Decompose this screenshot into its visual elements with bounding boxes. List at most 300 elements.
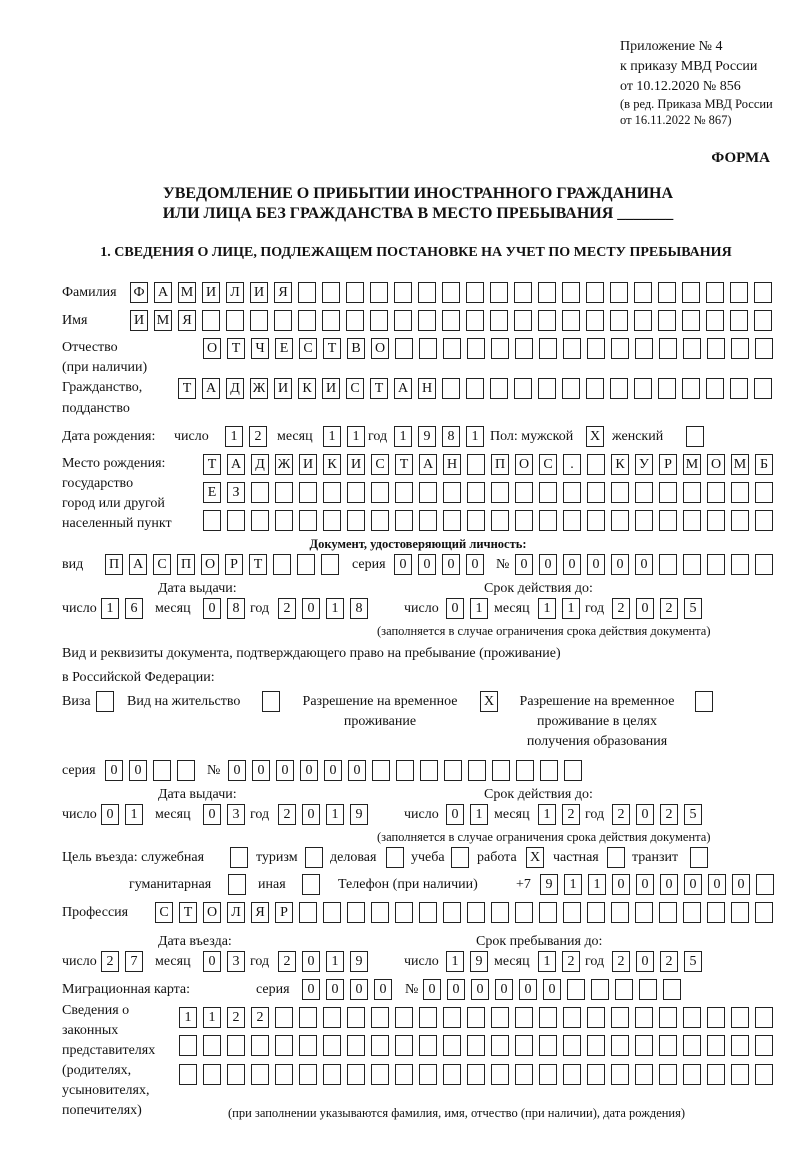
entry-year-cell[interactable]: 1 <box>326 951 344 972</box>
birth-place-2-cell[interactable] <box>395 482 413 503</box>
birth-month-cell[interactable]: 1 <box>323 426 341 447</box>
phone-cell[interactable] <box>756 874 774 895</box>
id-issue-day-cell[interactable]: 6 <box>125 598 143 619</box>
citizenship-cell[interactable] <box>634 378 652 399</box>
representatives-2-cell[interactable] <box>707 1035 725 1056</box>
birth-place-1-cell[interactable]: М <box>731 454 749 475</box>
citizenship-cell[interactable] <box>754 378 772 399</box>
stay-issue-month-cell[interactable]: 0 <box>203 804 221 825</box>
name-cell[interactable] <box>202 310 220 331</box>
representatives-2-cell[interactable] <box>179 1035 197 1056</box>
birth-place-1-cell[interactable]: О <box>707 454 725 475</box>
representatives-3-cell[interactable] <box>179 1064 197 1085</box>
id-valid-year-cell[interactable]: 2 <box>612 598 630 619</box>
birth-place-3-cell[interactable] <box>659 510 677 531</box>
patronymic-cell[interactable] <box>395 338 413 359</box>
birth-place-1-cell[interactable]: А <box>419 454 437 475</box>
birth-place-3-cell[interactable] <box>755 510 773 531</box>
representatives-1-cell[interactable] <box>659 1007 677 1028</box>
purpose-private-checkbox[interactable] <box>607 847 625 868</box>
representatives-1-cell[interactable] <box>491 1007 509 1028</box>
migration-series-cell[interactable]: 0 <box>302 979 320 1000</box>
residence-checkbox[interactable] <box>262 691 280 712</box>
temp-res-edu-checkbox[interactable] <box>695 691 713 712</box>
representatives-1-cell[interactable] <box>611 1007 629 1028</box>
patronymic-cell[interactable]: О <box>203 338 221 359</box>
id-kind-cell[interactable]: О <box>201 554 219 575</box>
migration-number-cell[interactable]: 0 <box>519 979 537 1000</box>
representatives-1-cell[interactable] <box>275 1007 293 1028</box>
profession-cell[interactable] <box>731 902 749 923</box>
purpose-other-checkbox[interactable] <box>302 874 320 895</box>
birth-place-2-cell[interactable] <box>443 482 461 503</box>
representatives-1-cell[interactable] <box>371 1007 389 1028</box>
profession-cell[interactable]: О <box>203 902 221 923</box>
stay-number-cell[interactable]: 0 <box>324 760 342 781</box>
name-cell[interactable] <box>370 310 388 331</box>
birth-place-2-cell[interactable] <box>587 482 605 503</box>
representatives-3-cell[interactable] <box>371 1064 389 1085</box>
patronymic-cell[interactable] <box>491 338 509 359</box>
stay-series-cell[interactable] <box>177 760 195 781</box>
representatives-2-cell[interactable] <box>491 1035 509 1056</box>
citizenship-cell[interactable]: А <box>394 378 412 399</box>
representatives-2-cell[interactable] <box>299 1035 317 1056</box>
id-valid-year-cell[interactable]: 5 <box>684 598 702 619</box>
representatives-2-cell[interactable] <box>443 1035 461 1056</box>
representatives-1-cell[interactable] <box>755 1007 773 1028</box>
stay-valid-year-cell[interactable]: 5 <box>684 804 702 825</box>
patronymic-cell[interactable]: Е <box>275 338 293 359</box>
citizenship-cell[interactable]: Н <box>418 378 436 399</box>
birth-place-1-cell[interactable]: Д <box>251 454 269 475</box>
id-kind-cell[interactable] <box>273 554 291 575</box>
birth-place-2-cell[interactable] <box>635 482 653 503</box>
stay-valid-day-cell[interactable]: 0 <box>446 804 464 825</box>
birth-place-1-cell[interactable]: Н <box>443 454 461 475</box>
name-cell[interactable] <box>610 310 628 331</box>
migration-number-cell[interactable] <box>663 979 681 1000</box>
id-kind-cell[interactable]: Р <box>225 554 243 575</box>
patronymic-cell[interactable]: Т <box>323 338 341 359</box>
profession-cell[interactable] <box>659 902 677 923</box>
birth-place-1-cell[interactable]: А <box>227 454 245 475</box>
id-kind-cell[interactable] <box>321 554 339 575</box>
stay-until-month-cell[interactable]: 1 <box>538 951 556 972</box>
citizenship-cell[interactable] <box>514 378 532 399</box>
representatives-1-cell[interactable]: 1 <box>179 1007 197 1028</box>
name-cell[interactable] <box>226 310 244 331</box>
entry-month-cell[interactable]: 0 <box>203 951 221 972</box>
surname-cell[interactable]: Л <box>226 282 244 303</box>
name-cell[interactable] <box>730 310 748 331</box>
id-valid-month-cell[interactable]: 1 <box>538 598 556 619</box>
profession-cell[interactable] <box>515 902 533 923</box>
birth-place-2-cell[interactable] <box>515 482 533 503</box>
phone-cell[interactable]: 0 <box>732 874 750 895</box>
citizenship-cell[interactable]: С <box>346 378 364 399</box>
birth-place-3-cell[interactable] <box>251 510 269 531</box>
id-issue-year-cell[interactable]: 8 <box>350 598 368 619</box>
representatives-2-cell[interactable] <box>395 1035 413 1056</box>
birth-year-cell[interactable]: 1 <box>466 426 484 447</box>
surname-cell[interactable] <box>418 282 436 303</box>
birth-place-1-cell[interactable]: С <box>539 454 557 475</box>
representatives-1-cell[interactable] <box>467 1007 485 1028</box>
id-issue-year-cell[interactable]: 0 <box>302 598 320 619</box>
migration-number-cell[interactable] <box>639 979 657 1000</box>
stay-number-cell[interactable] <box>540 760 558 781</box>
id-kind-cell[interactable]: П <box>105 554 123 575</box>
birth-place-1-cell[interactable]: Ж <box>275 454 293 475</box>
birth-place-2-cell[interactable] <box>731 482 749 503</box>
citizenship-cell[interactable] <box>562 378 580 399</box>
id-series-cell[interactable]: 0 <box>394 554 412 575</box>
citizenship-cell[interactable] <box>466 378 484 399</box>
birth-place-1-cell[interactable]: И <box>347 454 365 475</box>
representatives-1-cell[interactable] <box>635 1007 653 1028</box>
name-cell[interactable] <box>274 310 292 331</box>
birth-place-2-cell[interactable] <box>707 482 725 503</box>
birth-place-2-cell[interactable] <box>371 482 389 503</box>
stay-number-cell[interactable] <box>444 760 462 781</box>
id-number-cell[interactable]: 0 <box>635 554 653 575</box>
name-cell[interactable] <box>754 310 772 331</box>
migration-number-cell[interactable] <box>615 979 633 1000</box>
representatives-2-cell[interactable] <box>755 1035 773 1056</box>
representatives-2-cell[interactable] <box>731 1035 749 1056</box>
representatives-2-cell[interactable] <box>251 1035 269 1056</box>
representatives-1-cell[interactable] <box>395 1007 413 1028</box>
citizenship-cell[interactable]: К <box>298 378 316 399</box>
surname-cell[interactable] <box>466 282 484 303</box>
patronymic-cell[interactable]: В <box>347 338 365 359</box>
name-cell[interactable] <box>250 310 268 331</box>
stay-until-year-cell[interactable]: 2 <box>612 951 630 972</box>
id-number-cell[interactable]: 0 <box>539 554 557 575</box>
birth-year-cell[interactable]: 9 <box>418 426 436 447</box>
birth-place-3-cell[interactable] <box>347 510 365 531</box>
stay-number-cell[interactable] <box>420 760 438 781</box>
profession-cell[interactable]: Р <box>275 902 293 923</box>
birth-place-3-cell[interactable] <box>491 510 509 531</box>
patronymic-cell[interactable] <box>467 338 485 359</box>
surname-cell[interactable] <box>442 282 460 303</box>
id-number-cell[interactable] <box>755 554 773 575</box>
birth-place-3-cell[interactable] <box>203 510 221 531</box>
id-number-cell[interactable]: 0 <box>515 554 533 575</box>
temp-res-checkbox[interactable]: X <box>480 691 498 712</box>
representatives-3-cell[interactable] <box>635 1064 653 1085</box>
id-issue-day-cell[interactable]: 1 <box>101 598 119 619</box>
patronymic-cell[interactable] <box>611 338 629 359</box>
id-issue-year-cell[interactable]: 2 <box>278 598 296 619</box>
id-number-cell[interactable] <box>707 554 725 575</box>
surname-cell[interactable] <box>634 282 652 303</box>
id-kind-cell[interactable]: Т <box>249 554 267 575</box>
representatives-3-cell[interactable] <box>659 1064 677 1085</box>
profession-cell[interactable] <box>371 902 389 923</box>
profession-cell[interactable] <box>347 902 365 923</box>
birth-place-1-cell[interactable]: Б <box>755 454 773 475</box>
representatives-3-cell[interactable] <box>515 1064 533 1085</box>
representatives-1-cell[interactable] <box>323 1007 341 1028</box>
surname-cell[interactable] <box>538 282 556 303</box>
representatives-3-cell[interactable] <box>395 1064 413 1085</box>
stay-number-cell[interactable] <box>468 760 486 781</box>
id-number-cell[interactable] <box>683 554 701 575</box>
surname-cell[interactable] <box>610 282 628 303</box>
representatives-3-cell[interactable] <box>227 1064 245 1085</box>
phone-cell[interactable]: 0 <box>660 874 678 895</box>
profession-cell[interactable]: Я <box>251 902 269 923</box>
birth-place-2-cell[interactable] <box>419 482 437 503</box>
stay-number-cell[interactable] <box>492 760 510 781</box>
birth-place-3-cell[interactable] <box>443 510 461 531</box>
representatives-3-cell[interactable] <box>587 1064 605 1085</box>
stay-number-cell[interactable]: 0 <box>300 760 318 781</box>
migration-number-cell[interactable]: 0 <box>495 979 513 1000</box>
name-cell[interactable] <box>562 310 580 331</box>
stay-valid-day-cell[interactable]: 1 <box>470 804 488 825</box>
stay-until-year-cell[interactable]: 0 <box>636 951 654 972</box>
representatives-3-cell[interactable] <box>539 1064 557 1085</box>
representatives-3-cell[interactable] <box>347 1064 365 1085</box>
patronymic-cell[interactable] <box>683 338 701 359</box>
migration-number-cell[interactable]: 0 <box>447 979 465 1000</box>
surname-cell[interactable] <box>346 282 364 303</box>
representatives-1-cell[interactable] <box>731 1007 749 1028</box>
patronymic-cell[interactable]: Ч <box>251 338 269 359</box>
profession-cell[interactable] <box>587 902 605 923</box>
profession-cell[interactable] <box>491 902 509 923</box>
name-cell[interactable] <box>658 310 676 331</box>
surname-cell[interactable] <box>730 282 748 303</box>
representatives-1-cell[interactable] <box>683 1007 701 1028</box>
phone-cell[interactable]: 9 <box>540 874 558 895</box>
surname-cell[interactable] <box>322 282 340 303</box>
id-valid-year-cell[interactable]: 2 <box>660 598 678 619</box>
name-cell[interactable] <box>298 310 316 331</box>
stay-number-cell[interactable] <box>564 760 582 781</box>
stay-until-year-cell[interactable]: 2 <box>660 951 678 972</box>
profession-cell[interactable] <box>443 902 461 923</box>
birth-place-1-cell[interactable]: К <box>611 454 629 475</box>
surname-cell[interactable]: И <box>250 282 268 303</box>
migration-number-cell[interactable]: 0 <box>543 979 561 1000</box>
birth-place-1-cell[interactable]: К <box>323 454 341 475</box>
representatives-2-cell[interactable] <box>371 1035 389 1056</box>
representatives-3-cell[interactable] <box>731 1064 749 1085</box>
citizenship-cell[interactable]: Т <box>370 378 388 399</box>
representatives-2-cell[interactable] <box>635 1035 653 1056</box>
representatives-3-cell[interactable] <box>707 1064 725 1085</box>
profession-cell[interactable] <box>539 902 557 923</box>
stay-number-cell[interactable] <box>396 760 414 781</box>
representatives-3-cell[interactable] <box>467 1064 485 1085</box>
representatives-2-cell[interactable] <box>539 1035 557 1056</box>
representatives-1-cell[interactable] <box>347 1007 365 1028</box>
id-number-cell[interactable]: 0 <box>563 554 581 575</box>
surname-cell[interactable] <box>754 282 772 303</box>
birth-place-1-cell[interactable]: П <box>491 454 509 475</box>
id-number-cell[interactable]: 0 <box>587 554 605 575</box>
stay-issue-month-cell[interactable]: 3 <box>227 804 245 825</box>
representatives-2-cell[interactable] <box>563 1035 581 1056</box>
surname-cell[interactable]: Ф <box>130 282 148 303</box>
representatives-1-cell[interactable] <box>707 1007 725 1028</box>
birth-place-3-cell[interactable] <box>539 510 557 531</box>
representatives-2-cell[interactable] <box>587 1035 605 1056</box>
name-cell[interactable] <box>442 310 460 331</box>
patronymic-cell[interactable]: О <box>371 338 389 359</box>
id-valid-day-cell[interactable]: 0 <box>446 598 464 619</box>
surname-cell[interactable] <box>394 282 412 303</box>
birth-place-3-cell[interactable] <box>515 510 533 531</box>
birth-place-1-cell[interactable]: Т <box>203 454 221 475</box>
citizenship-cell[interactable]: Д <box>226 378 244 399</box>
birth-place-2-cell[interactable] <box>299 482 317 503</box>
phone-cell[interactable]: 0 <box>612 874 630 895</box>
id-kind-cell[interactable]: П <box>177 554 195 575</box>
birth-place-2-cell[interactable] <box>683 482 701 503</box>
id-issue-month-cell[interactable]: 8 <box>227 598 245 619</box>
stay-number-cell[interactable] <box>516 760 534 781</box>
birth-place-3-cell[interactable] <box>275 510 293 531</box>
visa-checkbox[interactable] <box>96 691 114 712</box>
representatives-3-cell[interactable] <box>275 1064 293 1085</box>
birth-place-3-cell[interactable] <box>611 510 629 531</box>
name-cell[interactable] <box>682 310 700 331</box>
citizenship-cell[interactable]: Т <box>178 378 196 399</box>
birth-place-1-cell[interactable]: И <box>299 454 317 475</box>
citizenship-cell[interactable] <box>586 378 604 399</box>
profession-cell[interactable] <box>707 902 725 923</box>
stay-valid-year-cell[interactable]: 2 <box>660 804 678 825</box>
representatives-3-cell[interactable] <box>323 1064 341 1085</box>
birth-place-1-cell[interactable]: . <box>563 454 581 475</box>
entry-year-cell[interactable]: 2 <box>278 951 296 972</box>
purpose-tourism-checkbox[interactable] <box>305 847 323 868</box>
profession-cell[interactable] <box>419 902 437 923</box>
patronymic-cell[interactable] <box>443 338 461 359</box>
representatives-3-cell[interactable] <box>419 1064 437 1085</box>
name-cell[interactable] <box>322 310 340 331</box>
birth-place-2-cell[interactable]: Е <box>203 482 221 503</box>
representatives-2-cell[interactable] <box>323 1035 341 1056</box>
patronymic-cell[interactable] <box>755 338 773 359</box>
id-valid-month-cell[interactable]: 1 <box>562 598 580 619</box>
name-cell[interactable] <box>586 310 604 331</box>
citizenship-cell[interactable]: И <box>274 378 292 399</box>
birth-place-1-cell[interactable]: С <box>371 454 389 475</box>
birth-month-cell[interactable]: 1 <box>347 426 365 447</box>
citizenship-cell[interactable] <box>610 378 628 399</box>
phone-cell[interactable]: 1 <box>588 874 606 895</box>
stay-number-cell[interactable]: 0 <box>276 760 294 781</box>
birth-place-2-cell[interactable] <box>323 482 341 503</box>
representatives-2-cell[interactable] <box>611 1035 629 1056</box>
patronymic-cell[interactable] <box>707 338 725 359</box>
migration-number-cell[interactable] <box>567 979 585 1000</box>
citizenship-cell[interactable] <box>658 378 676 399</box>
id-number-cell[interactable] <box>731 554 749 575</box>
stay-number-cell[interactable]: 0 <box>348 760 366 781</box>
stay-series-cell[interactable] <box>153 760 171 781</box>
birth-year-cell[interactable]: 1 <box>394 426 412 447</box>
representatives-3-cell[interactable] <box>299 1064 317 1085</box>
birth-place-3-cell[interactable] <box>683 510 701 531</box>
patronymic-cell[interactable] <box>635 338 653 359</box>
surname-cell[interactable] <box>658 282 676 303</box>
stay-number-cell[interactable]: 0 <box>252 760 270 781</box>
id-issue-year-cell[interactable]: 1 <box>326 598 344 619</box>
representatives-2-cell[interactable] <box>227 1035 245 1056</box>
stay-issue-year-cell[interactable]: 2 <box>278 804 296 825</box>
representatives-3-cell[interactable] <box>203 1064 221 1085</box>
representatives-1-cell[interactable] <box>515 1007 533 1028</box>
phone-cell[interactable]: 0 <box>684 874 702 895</box>
stay-number-cell[interactable]: 0 <box>228 760 246 781</box>
id-valid-year-cell[interactable]: 0 <box>636 598 654 619</box>
surname-cell[interactable] <box>370 282 388 303</box>
representatives-1-cell[interactable] <box>443 1007 461 1028</box>
birth-place-3-cell[interactable] <box>323 510 341 531</box>
representatives-1-cell[interactable] <box>419 1007 437 1028</box>
birth-place-1-cell[interactable]: У <box>635 454 653 475</box>
representatives-3-cell[interactable] <box>611 1064 629 1085</box>
stay-valid-month-cell[interactable]: 1 <box>538 804 556 825</box>
migration-number-cell[interactable] <box>591 979 609 1000</box>
purpose-official-checkbox[interactable] <box>230 847 248 868</box>
birth-place-1-cell[interactable] <box>587 454 605 475</box>
surname-cell[interactable]: Я <box>274 282 292 303</box>
migration-series-cell[interactable]: 0 <box>350 979 368 1000</box>
birth-place-2-cell[interactable] <box>491 482 509 503</box>
representatives-3-cell[interactable] <box>683 1064 701 1085</box>
birth-day-cell[interactable]: 1 <box>225 426 243 447</box>
profession-cell[interactable] <box>395 902 413 923</box>
stay-issue-day-cell[interactable]: 1 <box>125 804 143 825</box>
name-cell[interactable]: Я <box>178 310 196 331</box>
patronymic-cell[interactable] <box>419 338 437 359</box>
citizenship-cell[interactable] <box>706 378 724 399</box>
migration-number-cell[interactable]: 0 <box>423 979 441 1000</box>
birth-place-2-cell[interactable] <box>563 482 581 503</box>
name-cell[interactable] <box>490 310 508 331</box>
birth-year-cell[interactable]: 8 <box>442 426 460 447</box>
citizenship-cell[interactable]: А <box>202 378 220 399</box>
id-number-cell[interactable]: 0 <box>611 554 629 575</box>
citizenship-cell[interactable] <box>538 378 556 399</box>
name-cell[interactable]: М <box>154 310 172 331</box>
patronymic-cell[interactable] <box>731 338 749 359</box>
representatives-1-cell[interactable]: 2 <box>251 1007 269 1028</box>
stay-valid-year-cell[interactable]: 0 <box>636 804 654 825</box>
birth-place-3-cell[interactable] <box>227 510 245 531</box>
representatives-2-cell[interactable] <box>275 1035 293 1056</box>
migration-number-cell[interactable]: 0 <box>471 979 489 1000</box>
birth-place-3-cell[interactable] <box>731 510 749 531</box>
profession-cell[interactable] <box>563 902 581 923</box>
birth-place-1-cell[interactable]: О <box>515 454 533 475</box>
representatives-3-cell[interactable] <box>563 1064 581 1085</box>
id-valid-day-cell[interactable]: 1 <box>470 598 488 619</box>
name-cell[interactable] <box>346 310 364 331</box>
citizenship-cell[interactable] <box>442 378 460 399</box>
entry-day-cell[interactable]: 2 <box>101 951 119 972</box>
migration-series-cell[interactable]: 0 <box>326 979 344 1000</box>
